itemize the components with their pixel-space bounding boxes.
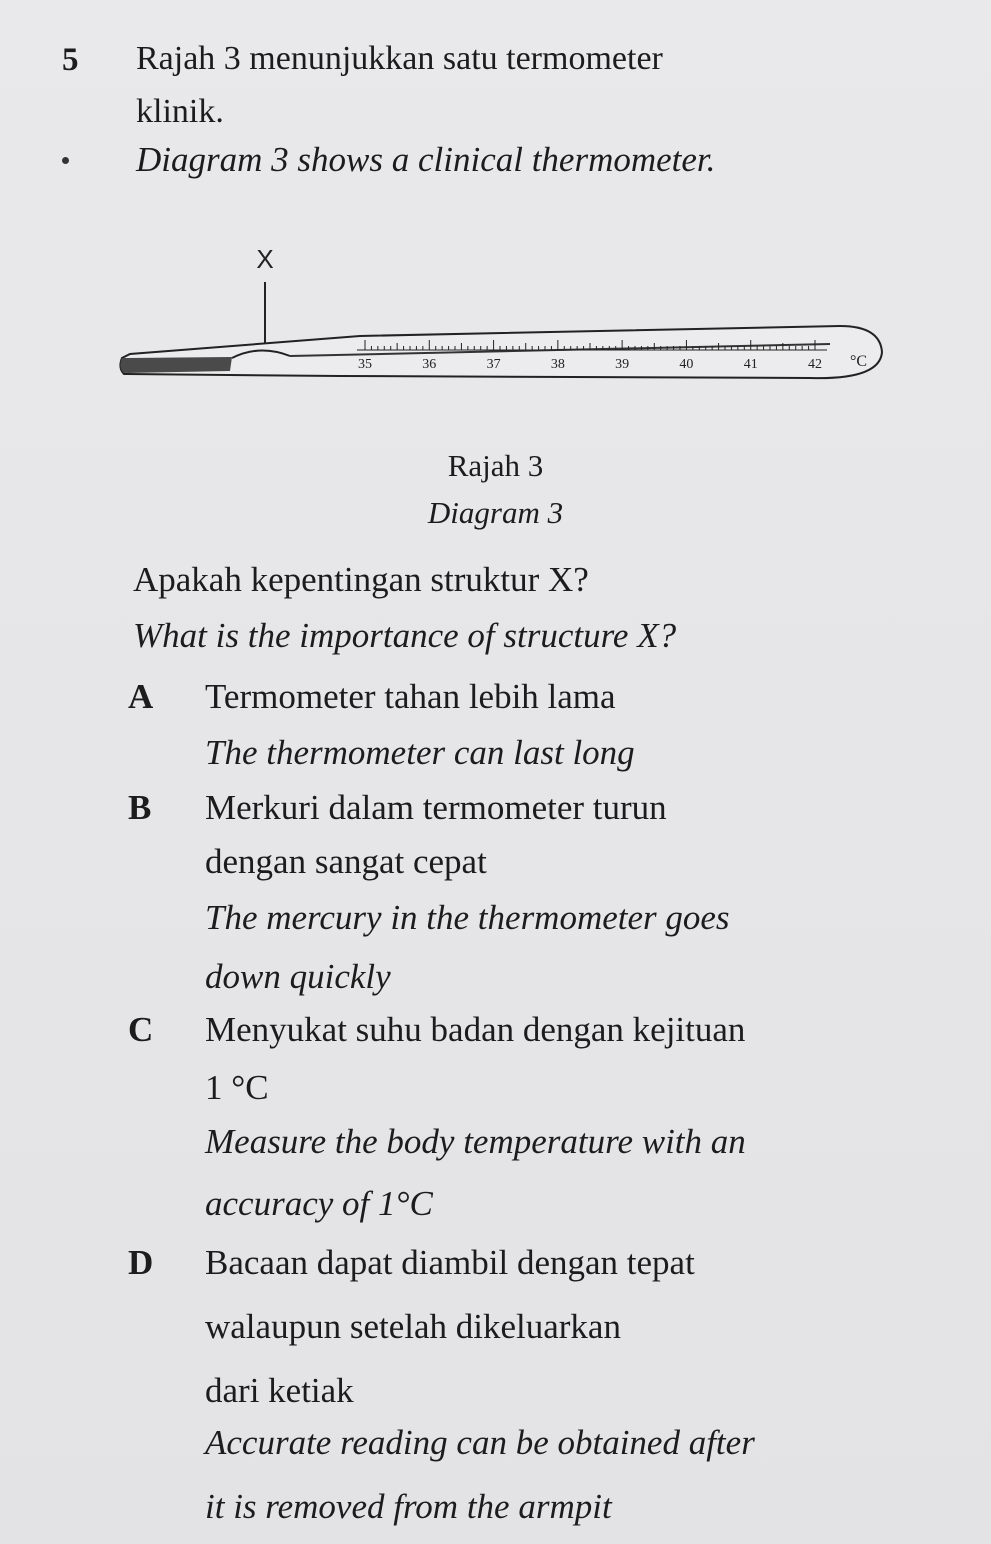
question-ask-ms: Apakah kepentingan struktur X? [133,560,589,599]
scale-label: 39 [615,357,630,372]
scale-label: 35 [358,357,372,372]
option-c-en-line1: Measure the body temperature with an [205,1122,746,1161]
question-number: 5 [62,42,79,78]
option-c-ms-line2: 1 °C [205,1068,269,1107]
scale-label: 42 [808,357,822,372]
scale-label: 38 [550,357,565,372]
option-c-letter: C [128,1010,154,1049]
mercury-bulb [120,357,232,373]
scale-label: 40 [679,357,694,372]
option-d-en-line1: Accurate reading can be obtained after [205,1423,755,1462]
question-stem-ms-line2: klinik. [136,93,224,130]
question-ask-en: What is the importance of structure X? [133,616,677,655]
option-c-en-line2: accuracy of 1°C [205,1184,433,1223]
option-d-ms-line3: dari ketiak [205,1371,354,1410]
option-d-ms-line1: Bacaan dapat diambil dengan tepat [205,1243,695,1282]
diagram-caption-ms: Rajah 3 [447,448,544,483]
question-stem-ms-line1: Rajah 3 menunjukkan satu termometer [136,40,663,77]
option-b-en-line2: down quickly [205,957,391,996]
option-b-ms-line2: dengan sangat cepat [205,842,487,881]
option-b-ms-line1: Merkuri dalam termometer turun [205,788,667,827]
scale-label: 36 [422,357,437,372]
option-a-ms-line1: Termometer tahan lebih lama [205,677,616,716]
unit-label: °C [850,353,868,370]
bullet-dot [62,157,69,164]
option-b-letter: B [128,788,152,827]
option-c-ms-line1: Menyukat suhu badan dengan kejituan [205,1010,746,1049]
diagram-caption-en: Diagram 3 [427,495,564,530]
option-a-en-line1: The thermometer can last long [205,733,635,772]
scale-label: 37 [486,357,501,372]
scale-label: 41 [743,357,758,372]
option-d-ms-line2: walaupun setelah dikeluarkan [205,1307,621,1346]
option-d-letter: D [128,1243,154,1282]
option-d-en-line2: it is removed from the armpit [205,1487,612,1526]
pointer-label-x: X [256,244,274,274]
question-stem-en: Diagram 3 shows a clinical thermometer. [136,140,716,179]
clinical-thermometer-diagram [110,240,900,400]
option-b-en-line1: The mercury in the thermometer goes [205,898,730,937]
option-a-letter: A [128,677,154,716]
